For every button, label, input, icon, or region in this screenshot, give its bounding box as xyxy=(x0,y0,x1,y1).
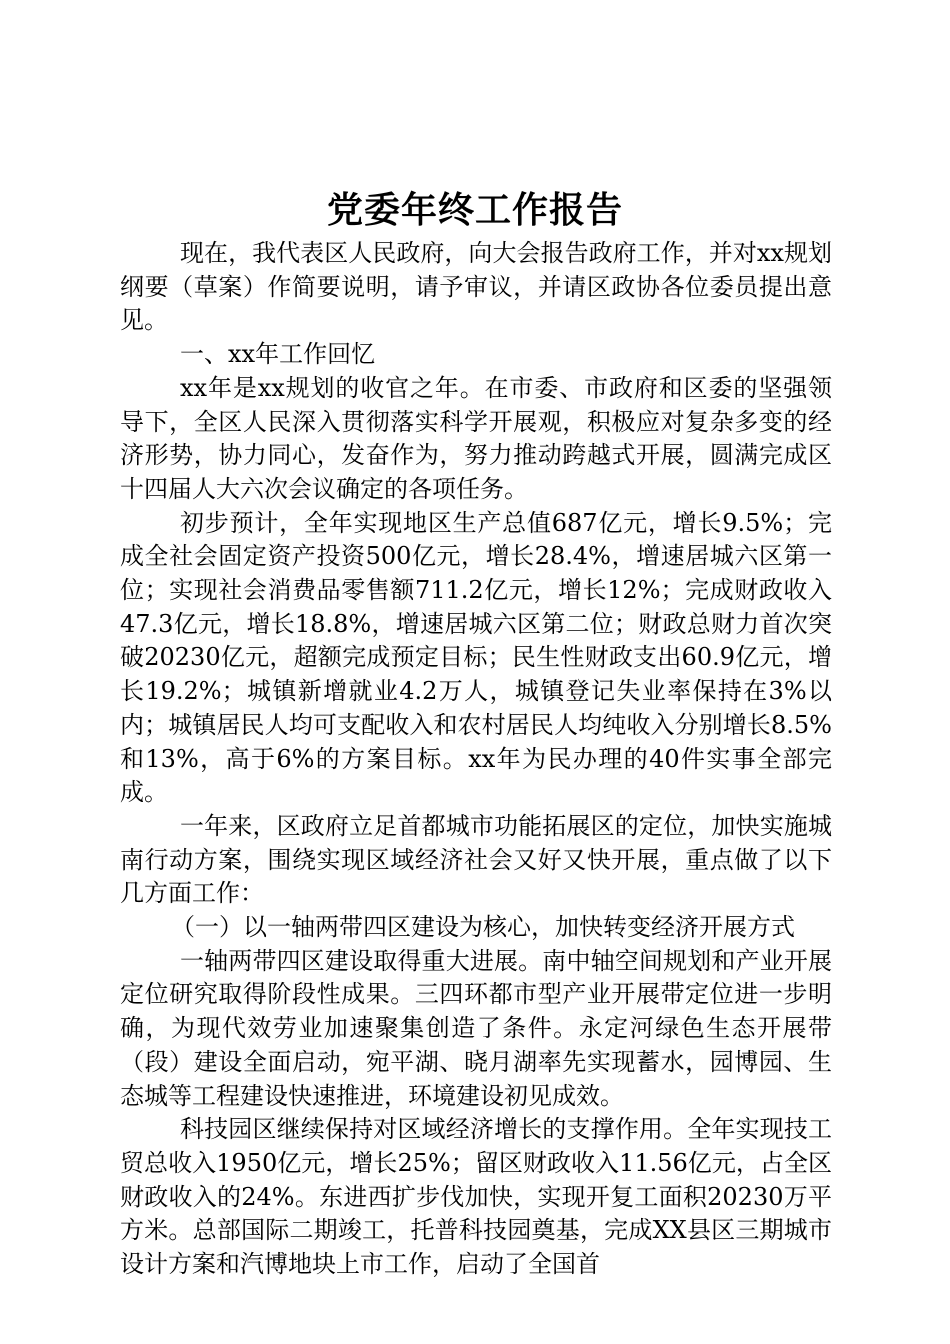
paragraph-overview: 一年来，区政府立足首都城市功能拓展区的定位，加快实施城南行动方案，围绕实现区域经济社会又好又快开展，重点做了以下几方面工作： xyxy=(120,811,832,908)
paragraph-review: xx年是xx规划的收官之年。在市委、市政府和区委的坚强领导下，全区人民深入贯彻落实科学开展观，积极应对复杂多变的经济形势，协力同心，发奋作为，努力推动跨越式开展，圆满完成区十四届人大六次会议确定的各项任务。 xyxy=(120,373,832,503)
subsection-heading: （一）以一轴两带四区建设为核心，加快转变经济开展方式 xyxy=(171,913,795,942)
paragraph-statistics: 初步预计，全年实现地区生产总值687亿元，增长9.5%；完成全社会固定资产投资500亿元，增长28.4%，增速居城六区第一位；实现社会消费品零售额711.2亿元，增长12%；完成财政收入47.3亿元，增长18.8%，增速居城六区第二位；财政总财力首次突破20230亿元，超额完成预定目标；民生性财政支出60.9亿元，增长19.2%；城镇新增就业4.2万人，城镇登记失业率保持在3%以内；城镇居民人均可支配收入和农村居民人均纯收入分别增长8.5%和13%，高于6%的方案目标。xx年为民办理的40件实事全部完成。 xyxy=(120,508,832,807)
document-title: 党委年终工作报告 xyxy=(326,189,623,231)
paragraph-axis-belts: 一轴两带四区建设取得重大进展。南中轴空间规划和产业开展定位研究取得阶段性成果。三四环都市型产业开展带定位进一步明确，为现代效劳业加速聚集创造了条件。永定河绿色生态开展带（段）建设全面启动，宛平湖、晓月湖率先实现蓄水，园博园、生态城等工程建设快速推进，环境建设初见成效。 xyxy=(120,946,832,1110)
paragraph-intro: 现在，我代表区人民政府，向大会报告政府工作，并对xx规划纲要（草案）作简要说明，请予审议，并请区政协各位委员提出意见。 xyxy=(120,239,832,335)
document-body xyxy=(120,237,832,1282)
section-heading: 一、xx年工作回忆 xyxy=(180,340,376,369)
paragraph-tech-park: 科技园区继续保持对区域经济增长的支撑作用。全年实现技工贸总收入1950亿元，增长25%；留区财政收入11.56亿元，占全区财政收入的24%。东进西扩步伐加快，实现开复工面积20230万平方米。总部国际二期竣工，托普科技园奠基，完成XX县区三期城市设计方案和汽博地块上市工作，启动了全国首 xyxy=(120,1115,832,1279)
